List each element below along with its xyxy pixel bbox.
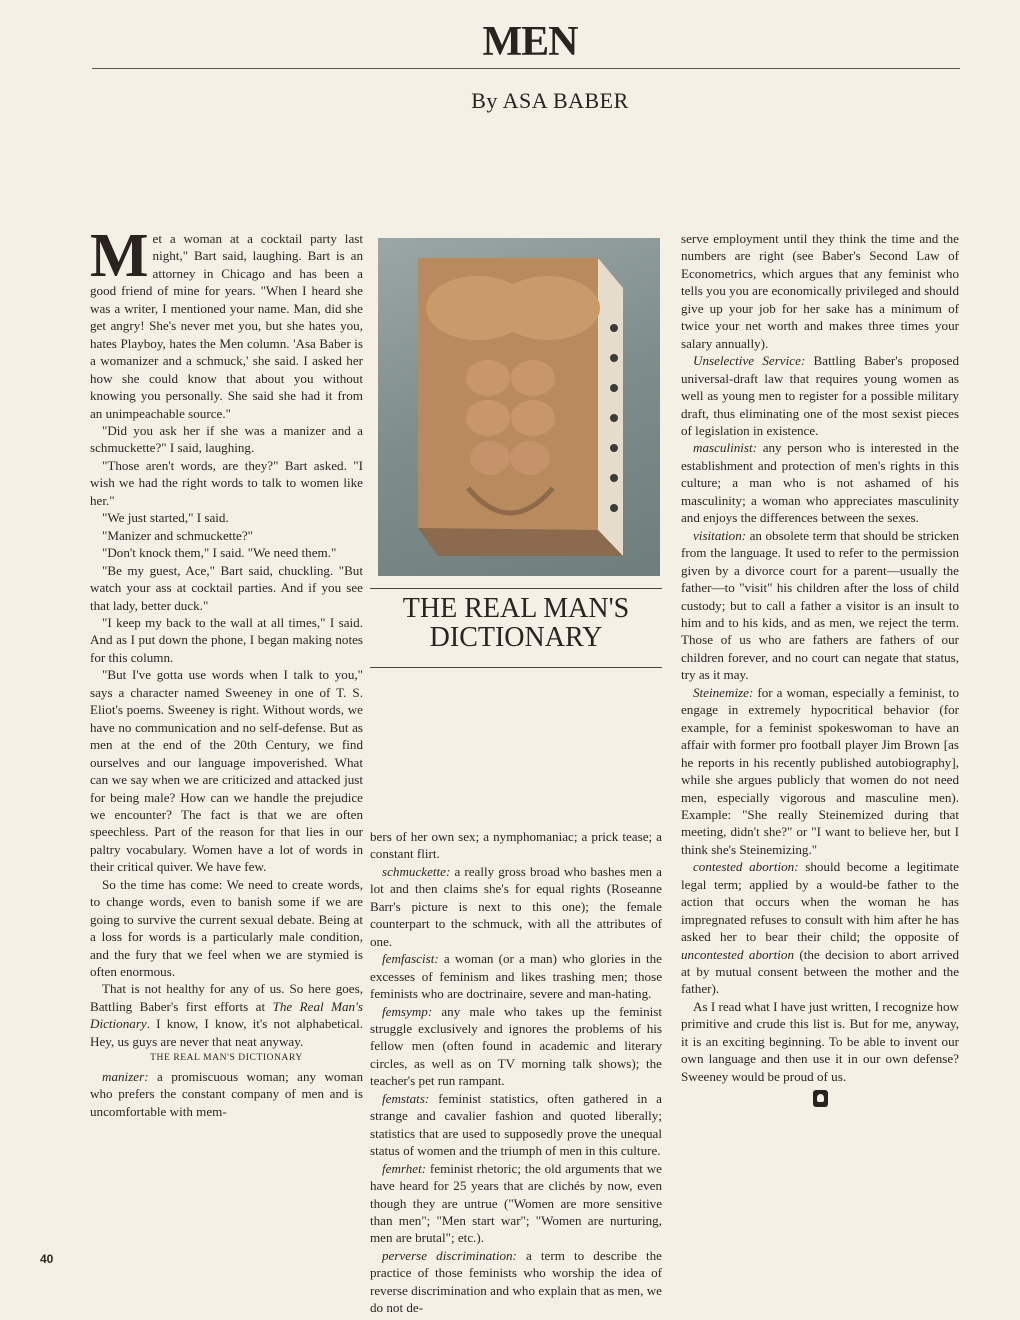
- paragraph: That is not healthy for any of us. So here goes, Battling Baber's first efforts at The Real Man's Dictionary. I know, I know, it's not alphabetical. Hey, us guys are never that neat anyway.: [90, 981, 363, 1049]
- column-3: [681, 230, 959, 1107]
- paragraph: "Those aren't words, are they?" Bart asked. "I wish we had the right words to talk to women like her.": [90, 457, 363, 508]
- dictionary-entry: masculinist: any person who is interested in the establishment and protection of men's rights in this culture; a man who is not ashamed of his masculinity; a woman who appreciates masculinity and enjoys the differences between the sexes.: [681, 440, 959, 526]
- paragraph: "Be my guest, Ace," Bart said, chuckling. "But watch your ass at cocktail parties. And if you see that lady, better duck.": [90, 562, 363, 613]
- paragraph: "We just started," I said.: [102, 510, 229, 526]
- byline: By ASA BABER: [471, 88, 629, 113]
- paragraph: "But I've gotta use words when I talk to you," says a character named Sweeney in one of T. S. Eliot's poems. Sweeney is right. Without words, we have no communication and no self-defense. But as men at the end of the 20th Century, we find ourselves and our language impoverished. What can we say when we are criticized and attacked just for being male? How can we handle the prejudice we encounter? The fact is that we are often speechless. Part of the reason for that lies in our paltry vocabulary. Women have a lot of words in their critical quiver. We have few.: [90, 667, 363, 875]
- dictionary-entry: visitation: an obsolete term that should be stricken from the language. It used to refer to the permission given by a divorce court for a parent—usually the father—to "visit" his children after the loss of child custody; but to call a father a visitor is an insult to him and to his kids, and as men, we reject the term. Those of us who are fathers are fathers of our children forever, and no court can negate that status, try as it may.: [681, 527, 959, 683]
- paragraph: "Did you ask her if she was a manizer and a schmuckette?" I said, laughing.: [90, 422, 363, 456]
- paragraph: "Don't knock them," I said. "We need them.": [102, 545, 337, 561]
- dictionary-title: THE REAL MAN'S DICTIONARY: [402, 593, 630, 653]
- dictionary-subhead: THE REAL MAN'S DICTIONARY: [150, 1053, 303, 1064]
- dictionary-entry: femstats: feminist statistics, often gathered in a strange and cavalier fashion and quoted liberally; statistics that are used to supposedly prove the unequal status of women and the triumph of men in this culture.: [370, 1090, 662, 1159]
- dictionary-entry: manizer: a promiscuous woman; any woman who prefers the constant company of men and is uncomfortable with mem-: [90, 1068, 363, 1119]
- paragraph: As I read what I have just written, I recognize how primitive and crude this list is. But for me, anyway, it is an exciting beginning. To be able to invent our own language and then use it in our own defense? Sweeney would be proud of us.: [681, 998, 959, 1084]
- paragraph: serve employment until they think the time and the numbers are right (see Baber's Second Law of Econometrics, which argues that any feminist who tells you you are economically privileged and should give up your job for her sake has a minimum of twice your net worth and makes three times your salary annually).: [681, 231, 959, 351]
- drop-cap: M: [90, 222, 149, 290]
- dictionary-entry: Unselective Service: Battling Baber's proposed universal-draft law that requires young women as well as young men to register for a possible military draft, thus eliminating one of the most sexist pieces of legislation in existence.: [681, 353, 960, 438]
- book-torso-illustration: [378, 238, 660, 576]
- dictionary-rule-top: [370, 588, 662, 589]
- dictionary-entry: schmuckette: a really gross broad who bashes men a lot and then claims she's for equal rights (Roseanne Barr's picture is next to this one); the female counterpart to the schmuck, with all the attributes of one.: [370, 863, 662, 949]
- column-2: [370, 828, 662, 1317]
- column-title: MEN: [482, 19, 578, 65]
- paragraph: bers of her own sex; a nymphomaniac; a prick tease; a constant flirt.: [370, 829, 662, 862]
- dictionary-entry: contested abortion: should become a legitimate legal term; applied by a would-be father to the action that occurs when the woman he has impregnated refuses to consult with him after he has asked her to bear their child; the opposite of uncontested abortion (the decision to abort arrived at by mutual consent between the mother and the father).: [681, 859, 959, 997]
- dictionary-rule-bottom: [370, 667, 662, 668]
- page-number: 40: [40, 1252, 54, 1266]
- header-rule: [92, 68, 960, 69]
- column-1: [90, 222, 363, 1120]
- dictionary-entry: femrhet: feminist rhetoric; the old arguments that we have heard for 25 years that are clichés by now, even though they are untrue ("Women are more sensitive than men"; "Men start war"; "Women are nurturing, men are brutal"; etc.).: [370, 1160, 662, 1246]
- playboy-bunny-icon: [813, 1090, 828, 1107]
- paragraph: "I keep my back to the wall at all times," I said. And as I put down the phone, I began making notes for this column.: [90, 614, 363, 665]
- paragraph: "Manizer and schmuckette?": [102, 527, 254, 543]
- dictionary-entry: femsymp: any male who takes up the feminist struggle exclusively and ignores the problems of his fellow men (often found in academic and literary circles, as well as on TV morning talk shows); the teacher's pet run rampant.: [370, 1003, 662, 1089]
- dictionary-entry: femfascist: a woman (or a man) who glories in the excesses of feminism and likes trashing men; those feminists who are doctrinaire, severe and man-hating.: [370, 951, 662, 1002]
- paragraph: So the time has come: We need to create words, to change words, even to banish some if we are going to survive the current sexual debate. Being at a loss for words is a particularly male condition, and the fury that we feel when we are stymied is often enormous.: [90, 876, 363, 980]
- paragraph: Met a woman at a cocktail party last night," Bart said, laughing. Bart is an attorney in Chicago and has been a good friend of mine for years. "When I heard she was a writer, I mentioned your name. Man, did she get angry! She's never met you, but she hates you, hates Playboy, hates the Men column. 'Asa Baber is a womanizer and a schmuck,' she said. I asked her how she could know that about you without knowing you personally. She said she had it from an unimpeachable source.": [90, 222, 363, 421]
- dictionary-entry: perverse discrimination: a term to describe the practice of those feminists who worship the idea of reverse discrimination and who explain that as men, we do not de-: [370, 1247, 662, 1316]
- dictionary-entry: Steinemize: for a woman, especially a feminist, to engage in extremely hypocritical behavior (for example, for a feminist spokeswoman to have an affair with former pro football player Jim Brown [as he reports in his recently published autobiography], while she argues publicly that women do not need men, especially vigorous and masculine men). Example: "She really Steinemized during that meeting, didn't she?" or "I want to believe her, but I think she's Steinemizing.": [681, 684, 959, 857]
